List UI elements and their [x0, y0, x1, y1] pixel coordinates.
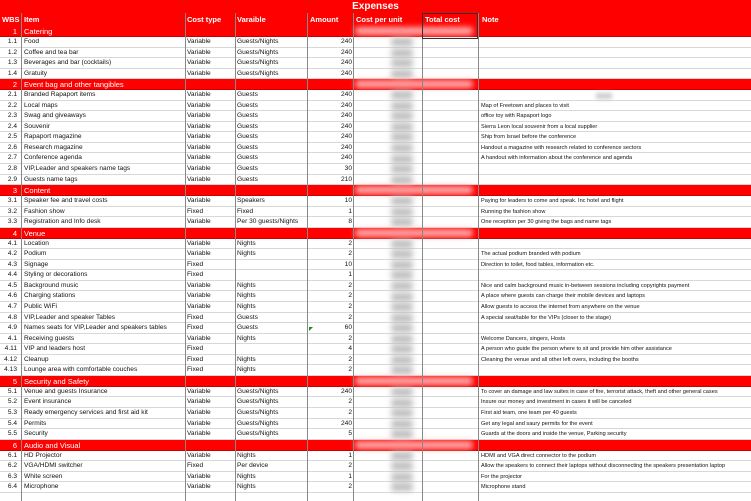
- cell-amount[interactable]: 240: [340, 101, 352, 109]
- cell-note[interactable]: To cover an damage and law suites in case of fire, terrorist attack, theft and other general cases: [481, 388, 718, 395]
- cell-variable[interactable]: Guests: [237, 154, 258, 162]
- redacted-cell: [391, 155, 413, 163]
- cell-amount[interactable]: 2: [348, 281, 352, 289]
- cell-variable[interactable]: Fixed: [237, 207, 254, 215]
- cell-wbs[interactable]: 5.1: [7, 387, 17, 395]
- cell-variable[interactable]: Guests: [237, 91, 258, 99]
- cell-amount[interactable]: 60: [344, 324, 352, 332]
- cell-variable[interactable]: Nights: [237, 239, 256, 247]
- redacted-cell: [391, 197, 413, 205]
- cell-wbs[interactable]: 2.2: [7, 101, 17, 109]
- cell-item[interactable]: Receiving guests: [24, 334, 75, 342]
- redacted-cell: [391, 250, 413, 258]
- redacted-cell: [391, 218, 413, 226]
- cell-wbs[interactable]: 6.4: [7, 483, 17, 491]
- cell-cost-type[interactable]: Variable: [187, 387, 211, 395]
- cell-wbs[interactable]: 3.1: [7, 197, 17, 205]
- cell-variable[interactable]: Guests/Nights: [237, 38, 279, 45]
- cell-variable[interactable]: Guests/Nights: [237, 430, 279, 438]
- cell-cost-type[interactable]: Variable: [187, 101, 211, 109]
- cell-note[interactable]: Insure our money and investment in cases it will be canceled: [481, 399, 632, 406]
- cell-variable[interactable]: Nights: [237, 292, 256, 300]
- section-title[interactable]: Venue: [24, 228, 46, 238]
- cell-cost-type[interactable]: Fixed: [187, 345, 204, 353]
- cell-wbs[interactable]: 1: [12, 27, 17, 36]
- cell-cost-type[interactable]: Variable: [187, 197, 211, 205]
- cell-item[interactable]: Names seats for VIP,Leader and speakers tables: [24, 324, 167, 332]
- cell-cost-type[interactable]: Fixed: [187, 462, 204, 470]
- redacted-cell: [391, 176, 413, 184]
- redacted-cell: [391, 452, 413, 460]
- cell-cost-type[interactable]: Variable: [187, 175, 211, 183]
- redacted-cell: [391, 102, 413, 110]
- cell-amount[interactable]: 4: [348, 345, 352, 353]
- redacted-cell: [391, 112, 413, 120]
- cell-amount[interactable]: 240: [340, 38, 352, 45]
- cell-cost-type[interactable]: Variable: [187, 133, 211, 141]
- cell-note[interactable]: Get any legal and saury permits for the event: [481, 420, 593, 427]
- cell-variable[interactable]: Nights: [237, 303, 256, 311]
- cell-amount[interactable]: 1: [348, 207, 352, 215]
- redacted-cell: [391, 314, 413, 322]
- redacted-cell: [391, 240, 413, 248]
- cell-wbs[interactable]: 4.3: [7, 260, 17, 268]
- cell-amount[interactable]: 240: [340, 91, 352, 99]
- cell-amount[interactable]: 240: [340, 419, 352, 427]
- cell-cost-type[interactable]: Variable: [187, 112, 211, 120]
- cell-item[interactable]: VIP and leaders host: [24, 345, 86, 353]
- cell-note[interactable]: Welcome Dancers, singers, Hosts: [481, 335, 566, 342]
- header-total-cost[interactable]: Total cost: [425, 15, 460, 24]
- cell-cost-type[interactable]: Fixed: [187, 260, 204, 268]
- cell-cost-type[interactable]: Fixed: [187, 366, 204, 374]
- cell-amount[interactable]: 2: [348, 462, 352, 470]
- cell-wbs[interactable]: 2.9: [7, 175, 17, 183]
- cell-wbs[interactable]: 2.7: [7, 154, 17, 162]
- cell-cost-type[interactable]: Variable: [187, 472, 211, 480]
- cell-variable[interactable]: Guests: [237, 313, 258, 321]
- cell-cost-type[interactable]: Variable: [187, 419, 211, 427]
- cell-item[interactable]: Branded Rapaport items: [24, 91, 96, 99]
- cell-amount[interactable]: 240: [340, 143, 352, 151]
- cell-cost-type[interactable]: Variable: [187, 250, 211, 258]
- header-row: [0, 13, 751, 26]
- cell-item[interactable]: Local maps: [24, 101, 58, 109]
- cell-item[interactable]: VIP,Leader and speakers name tags: [24, 165, 131, 173]
- cell-note[interactable]: Paying for leaders to come and speak. Inc hotel and flight: [481, 198, 624, 205]
- cell-cost-type[interactable]: Variable: [187, 281, 211, 289]
- cell-note[interactable]: HDMI and VGA direct connector to the podium: [481, 452, 597, 459]
- cell-item[interactable]: Event insurance: [24, 398, 72, 406]
- redacted-cell: [391, 282, 413, 290]
- cell-amount[interactable]: 2: [348, 483, 352, 491]
- cell-cost-type[interactable]: Variable: [187, 483, 211, 491]
- cell-variable[interactable]: Nights: [237, 366, 256, 374]
- header-variable[interactable]: Varaible: [237, 15, 266, 24]
- header-wbs[interactable]: WBS: [2, 15, 20, 24]
- cell-variable[interactable]: Guests: [237, 143, 258, 151]
- cell-note[interactable]: Microphone stand: [481, 484, 526, 491]
- cell-item[interactable]: Gratuity: [24, 69, 48, 77]
- cell-note[interactable]: Allow the speakers to connect their laptops without disconnecting the speakers presentation laptop: [481, 463, 726, 470]
- grid-line: [21, 13, 22, 501]
- redacted-cell: [391, 335, 413, 343]
- redacted-cell: [391, 49, 413, 57]
- grid-line: [422, 13, 423, 501]
- cell-cost-type[interactable]: Variable: [187, 122, 211, 130]
- cell-amount[interactable]: 2: [348, 398, 352, 406]
- cell-wbs[interactable]: 6: [12, 440, 17, 450]
- cell-amount[interactable]: 2: [348, 334, 352, 342]
- section-title[interactable]: Content: [24, 186, 51, 196]
- redacted-cell: [355, 186, 473, 194]
- cell-wbs[interactable]: 4.12: [4, 355, 17, 363]
- cell-variable[interactable]: Guests: [237, 112, 258, 120]
- cell-variable[interactable]: Guests: [237, 122, 258, 130]
- redacted-cell: [391, 462, 413, 470]
- cell-item[interactable]: Podium: [24, 250, 47, 258]
- redacted-cell: [391, 409, 413, 417]
- cell-item[interactable]: Guests name tags: [24, 175, 78, 183]
- grid-line: [185, 13, 186, 501]
- cell-note[interactable]: Map of Freetown and places to visit: [481, 102, 569, 109]
- cell-amount[interactable]: 240: [340, 154, 352, 162]
- cell-amount[interactable]: 2: [348, 250, 352, 258]
- grid-line: [353, 13, 354, 501]
- section-title[interactable]: Security and Safety: [24, 376, 90, 386]
- section-title[interactable]: Audio and Visual: [24, 440, 81, 450]
- cell-variable[interactable]: Guests/Nights: [237, 387, 279, 395]
- cell-wbs[interactable]: 4.5: [7, 281, 17, 289]
- cell-note[interactable]: A special seat/table for the VIPs (closer to the stage): [481, 314, 611, 321]
- redacted-cell: [391, 144, 413, 152]
- cell-note[interactable]: Nice and calm background music in-between sessions including copyrights payment: [481, 282, 690, 289]
- cell-variable[interactable]: Nights: [237, 334, 256, 342]
- sheet-title: Expenses: [0, 0, 751, 13]
- cell-variable[interactable]: Guests/Nights: [237, 59, 279, 67]
- cell-amount[interactable]: 10: [344, 197, 352, 205]
- cell-note[interactable]: office toy with Rapaport logo: [481, 113, 552, 120]
- cell-item[interactable]: Security: [24, 430, 48, 438]
- cell-variable[interactable]: Guests: [237, 133, 258, 141]
- redacted-cell: [391, 59, 413, 67]
- redacted-cell: [355, 80, 473, 88]
- cell-wbs[interactable]: 4.13: [4, 366, 17, 374]
- cell-variable[interactable]: Guests/Nights: [237, 69, 279, 77]
- cell-item[interactable]: Charging stations: [24, 292, 76, 300]
- cell-item[interactable]: Conference agenda: [24, 154, 82, 162]
- cell-note[interactable]: Guards at the doors and inside the venue, Parking security: [481, 431, 627, 438]
- redacted-cell: [391, 399, 413, 407]
- redacted-cost-column: [353, 26, 477, 501]
- cell-note[interactable]: The actual podium branded with podium: [481, 251, 581, 258]
- cell-wbs[interactable]: 5.4: [7, 419, 17, 427]
- cell-item[interactable]: Beverages and bar (cocktails): [24, 59, 112, 67]
- cell-amount[interactable]: 210: [340, 175, 352, 183]
- redacted-cell: [391, 483, 413, 491]
- cell-amount[interactable]: 2: [348, 313, 352, 321]
- cell-wbs[interactable]: 2.1: [7, 91, 17, 99]
- cell-item[interactable]: Food: [24, 38, 40, 45]
- header-cost-per-unit[interactable]: Cost per unit: [356, 15, 403, 24]
- section-title[interactable]: Event bag and other tangibles: [24, 80, 124, 90]
- cell-wbs[interactable]: 4.11: [4, 345, 17, 353]
- cell-item[interactable]: Styling or decorations: [24, 271, 88, 279]
- redacted-cell: [391, 123, 413, 131]
- cell-cost-type[interactable]: Fixed: [187, 355, 204, 363]
- cell-wbs[interactable]: 4: [12, 228, 17, 238]
- cell-item[interactable]: Venue and guests Insurance: [24, 387, 108, 395]
- cell-wbs[interactable]: 4.8: [7, 313, 17, 321]
- redacted-cell: [391, 303, 413, 311]
- cell-wbs[interactable]: 6.1: [7, 451, 17, 459]
- cell-item[interactable]: Public WiFi: [24, 303, 57, 311]
- redacted-cell: [355, 229, 473, 237]
- cell-variable[interactable]: Nights: [237, 472, 256, 480]
- cell-item[interactable]: Background music: [24, 281, 79, 289]
- cell-note[interactable]: First aid team, one team per 40 guests: [481, 409, 577, 416]
- cell-variable[interactable]: Nights: [237, 281, 256, 289]
- cell-cost-type[interactable]: Fixed: [187, 324, 204, 332]
- cell-item[interactable]: Research magazine: [24, 143, 83, 151]
- redacted-cell: [391, 208, 413, 216]
- cell-variable[interactable]: Nights: [237, 250, 256, 258]
- grid-line: [307, 13, 308, 501]
- cell-variable[interactable]: Guests/Nights: [237, 48, 279, 56]
- redacted-note-fragment: [596, 93, 612, 99]
- redacted-cell: [391, 473, 413, 481]
- cell-amount[interactable]: 240: [340, 122, 352, 130]
- redacted-cell: [391, 91, 413, 99]
- cell-wbs[interactable]: 6.2: [7, 462, 17, 470]
- cell-cost-type[interactable]: Variable: [187, 239, 211, 247]
- redacted-cell: [391, 271, 413, 279]
- cell-note[interactable]: Ship from Israel before the conference: [481, 134, 577, 141]
- cell-wbs[interactable]: 2.4: [7, 122, 17, 130]
- cell-note[interactable]: Handout a magazine with research related to conference sectors: [481, 144, 642, 151]
- cell-wbs[interactable]: 1.4: [7, 69, 17, 77]
- cell-wbs[interactable]: 3: [12, 186, 17, 196]
- cell-variable[interactable]: Nights: [237, 355, 256, 363]
- selected-cell-outline[interactable]: [422, 13, 478, 39]
- cell-amount[interactable]: 8: [348, 218, 352, 226]
- redacted-cell: [391, 345, 413, 353]
- cell-variable[interactable]: Guests: [237, 175, 258, 183]
- cell-wbs[interactable]: 4.7: [7, 303, 17, 311]
- cell-cost-type[interactable]: Fixed: [187, 207, 204, 215]
- cell-item[interactable]: Swag and giveaways: [24, 112, 86, 120]
- redacted-cell: [391, 388, 413, 396]
- cell-wbs[interactable]: 1.1: [7, 38, 17, 45]
- cell-cost-type[interactable]: Variable: [187, 38, 211, 45]
- cell-amount[interactable]: 1: [348, 451, 352, 459]
- cell-note[interactable]: For the projector: [481, 473, 523, 480]
- cell-wbs[interactable]: 2.6: [7, 143, 17, 151]
- cell-item[interactable]: Microphone: [24, 483, 59, 491]
- cell-cost-type[interactable]: Variable: [187, 303, 211, 311]
- cell-variable[interactable]: Guests: [237, 101, 258, 109]
- cell-wbs[interactable]: 6.3: [7, 472, 17, 480]
- cell-item[interactable]: Rapaport magazine: [24, 133, 82, 141]
- cell-cost-type[interactable]: Variable: [187, 451, 211, 459]
- redacted-cell: [391, 38, 413, 46]
- cell-item[interactable]: Speaker fee and travel costs: [24, 197, 108, 205]
- cell-amount[interactable]: 240: [340, 48, 352, 56]
- cell-wbs[interactable]: 4.1: [7, 334, 17, 342]
- cell-amount[interactable]: 30: [344, 165, 352, 173]
- cell-wbs[interactable]: 2: [12, 80, 17, 90]
- cell-item[interactable]: HD Projector: [24, 451, 62, 459]
- cell-wbs[interactable]: 1.2: [7, 48, 17, 56]
- cell-variable[interactable]: Nights: [237, 483, 256, 491]
- redacted-cell: [391, 261, 413, 269]
- cell-note[interactable]: A person who guide the person where to sit and provide him other assistance: [481, 346, 672, 353]
- cell-amount[interactable]: 2: [348, 408, 352, 416]
- cell-amount[interactable]: 5: [348, 430, 352, 438]
- cell-variable[interactable]: Guests/Nights: [237, 408, 279, 416]
- cell-wbs[interactable]: 3.2: [7, 207, 17, 215]
- cell-amount[interactable]: 2: [348, 366, 352, 374]
- cell-amount[interactable]: 1: [348, 472, 352, 480]
- cell-wbs[interactable]: 4.9: [7, 324, 17, 332]
- cell-item[interactable]: VIP,Leader and speaker Tables: [24, 313, 116, 321]
- cell-wbs[interactable]: 2.3: [7, 112, 17, 120]
- cell-variable[interactable]: Guests/Nights: [237, 398, 279, 406]
- cell-cost-type[interactable]: Fixed: [187, 271, 204, 279]
- cell-cost-type[interactable]: Variable: [187, 48, 211, 56]
- grid-line: [478, 13, 479, 501]
- cell-cost-type[interactable]: Variable: [187, 69, 211, 77]
- cell-item[interactable]: Location: [24, 239, 49, 247]
- cell-cost-type[interactable]: Variable: [187, 91, 211, 99]
- grid-line: [235, 13, 236, 501]
- cell-cost-type[interactable]: Variable: [187, 154, 211, 162]
- cell-cost-type[interactable]: Variable: [187, 334, 211, 342]
- redacted-cell: [391, 430, 413, 438]
- cell-amount[interactable]: 240: [340, 112, 352, 120]
- cell-wbs[interactable]: 5: [12, 376, 17, 386]
- cell-cost-type[interactable]: Variable: [187, 398, 211, 406]
- cell-wbs[interactable]: 5.3: [7, 408, 17, 416]
- cell-cost-type[interactable]: Variable: [187, 59, 211, 67]
- cell-note[interactable]: Sierra Leon local souvenir from a local supplier: [481, 123, 598, 130]
- cell-cost-type[interactable]: Variable: [187, 430, 211, 438]
- cell-item[interactable]: Coffee and tea bar: [24, 48, 79, 56]
- cell-amount[interactable]: 1: [348, 271, 352, 279]
- comment-marker-icon[interactable]: [309, 327, 313, 331]
- cell-amount[interactable]: 240: [340, 59, 352, 67]
- header-note[interactable]: Note: [482, 15, 499, 24]
- section-title[interactable]: Catering: [24, 27, 53, 36]
- cell-amount[interactable]: 2: [348, 239, 352, 247]
- cell-variable[interactable]: Guests/Nights: [237, 419, 279, 427]
- cell-wbs[interactable]: 2.5: [7, 133, 17, 141]
- cell-item[interactable]: Souvenir: [24, 122, 51, 130]
- redacted-cell: [391, 133, 413, 141]
- redacted-cell: [391, 293, 413, 301]
- cell-item[interactable]: Cleanup: [24, 355, 49, 363]
- redacted-cell: [391, 366, 413, 374]
- redacted-cell: [391, 420, 413, 428]
- cell-wbs[interactable]: 4.2: [7, 250, 17, 258]
- cell-cost-type[interactable]: Fixed: [187, 313, 204, 321]
- cell-amount[interactable]: 240: [340, 387, 352, 395]
- cell-wbs[interactable]: 4.6: [7, 292, 17, 300]
- cell-variable[interactable]: Guests: [237, 324, 258, 332]
- cell-note[interactable]: A handout with information about the conference and agenda: [481, 155, 633, 162]
- header-item[interactable]: Item: [24, 15, 40, 24]
- cell-note[interactable]: Allow guests to access the internet from anywhere on the venue: [481, 304, 640, 311]
- cell-item[interactable]: Registration and Info desk: [24, 218, 101, 226]
- cell-item[interactable]: VGA/HDMI switcher: [24, 462, 83, 470]
- header-amount[interactable]: Amount: [310, 15, 339, 24]
- cell-note[interactable]: Running the fashion show: [481, 208, 546, 215]
- cell-item[interactable]: Fashion show: [24, 207, 65, 215]
- cell-item[interactable]: White screen: [24, 472, 63, 480]
- cell-item[interactable]: Permits: [24, 419, 47, 427]
- cell-cost-type[interactable]: Variable: [187, 292, 211, 300]
- cell-amount[interactable]: 2: [348, 355, 352, 363]
- cell-cost-type[interactable]: Variable: [187, 408, 211, 416]
- cell-wbs[interactable]: 2.8: [7, 165, 17, 173]
- cell-wbs[interactable]: 5.5: [7, 430, 17, 438]
- cell-amount[interactable]: 240: [340, 69, 352, 77]
- cell-variable[interactable]: Nights: [237, 451, 256, 459]
- cell-wbs[interactable]: 1.3: [7, 59, 17, 67]
- cell-note[interactable]: Cleaning the venue and all other left overs, including the booths: [481, 356, 639, 363]
- redacted-cell: [391, 70, 413, 78]
- cell-wbs[interactable]: 3.3: [7, 218, 17, 226]
- redacted-cell: [391, 324, 413, 332]
- cell-note[interactable]: A place where guests can charge their mobile devices and laptops: [481, 293, 645, 300]
- cell-variable[interactable]: Per 30 guests/Nights: [237, 218, 299, 226]
- redacted-cell: [391, 356, 413, 364]
- cell-item[interactable]: Lounge area with comfortable couches: [24, 366, 138, 374]
- header-cost-type[interactable]: Cost type: [187, 15, 222, 24]
- cell-item[interactable]: Ready emergency services and first aid kit: [24, 408, 148, 416]
- redacted-cell: [391, 165, 413, 173]
- cell-amount[interactable]: 2: [348, 303, 352, 311]
- cell-cost-type[interactable]: Variable: [187, 218, 211, 226]
- cell-note[interactable]: Direction to toilet, food tables, information etc.: [481, 261, 595, 268]
- redacted-cell: [355, 441, 473, 449]
- cell-variable[interactable]: Guests: [237, 165, 258, 173]
- cell-note[interactable]: One reception per 30 giving the bags and name tags: [481, 219, 612, 226]
- cell-amount[interactable]: 240: [340, 133, 352, 141]
- cell-variable[interactable]: Per device: [237, 462, 269, 470]
- cell-variable[interactable]: Speakers: [237, 197, 265, 205]
- cell-wbs[interactable]: 5.2: [7, 398, 17, 406]
- cell-cost-type[interactable]: Variable: [187, 165, 211, 173]
- redacted-cell: [355, 377, 473, 385]
- cell-cost-type[interactable]: Variable: [187, 143, 211, 151]
- cell-wbs[interactable]: 4.4: [7, 271, 17, 279]
- cell-amount[interactable]: 2: [348, 292, 352, 300]
- cell-wbs[interactable]: 4.1: [7, 239, 17, 247]
- cell-amount[interactable]: 10: [344, 260, 352, 268]
- cell-item[interactable]: Signage: [24, 260, 49, 268]
